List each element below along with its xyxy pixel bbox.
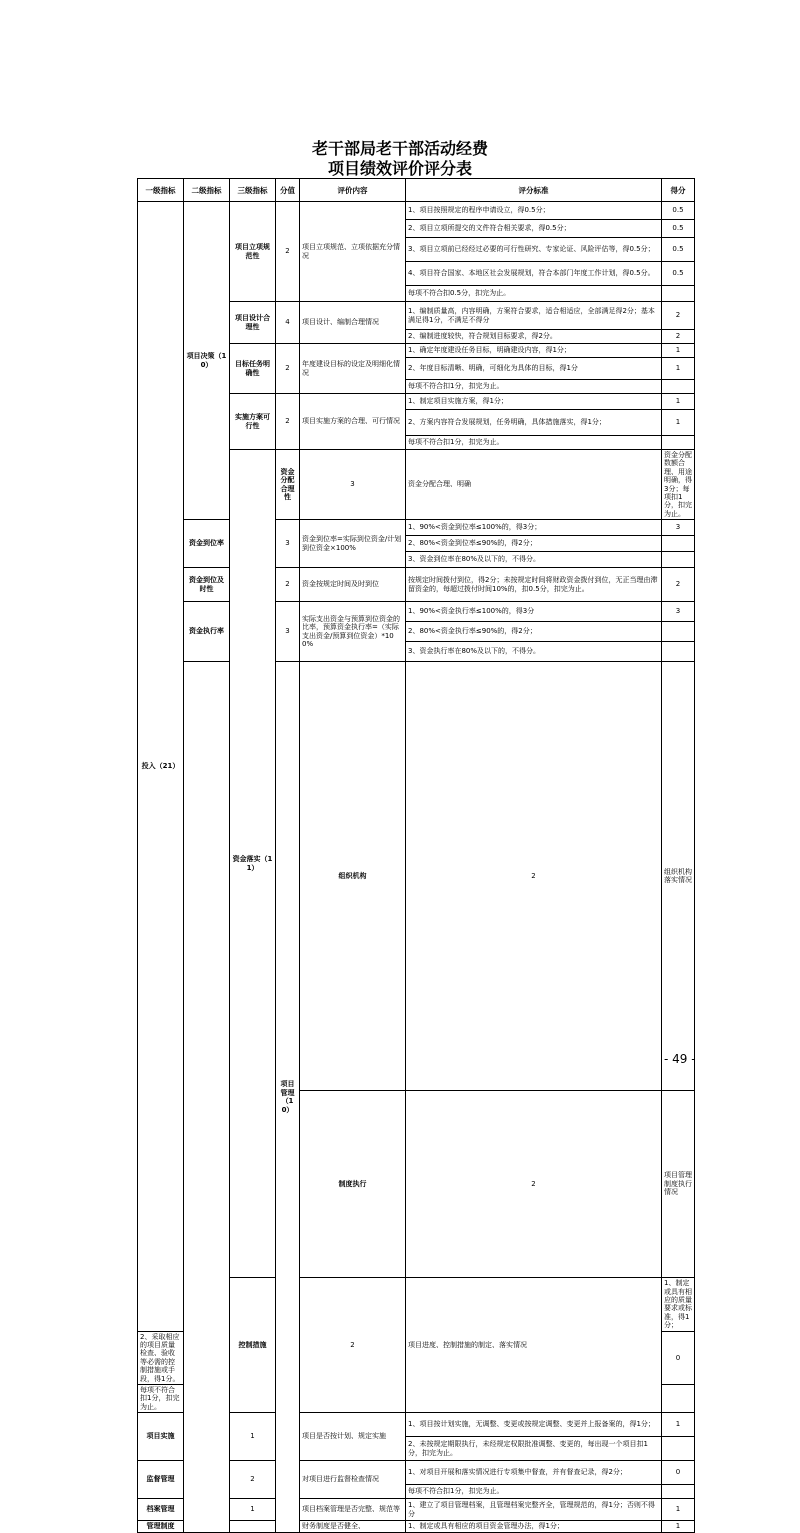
got-cell xyxy=(662,1384,695,1412)
content-jishi: 资金按规定时间及时到位 xyxy=(300,568,406,602)
criteria-item: 1、项目按计划实施，无调整、变更或按规定调整、变更并上报备案的，得1分； xyxy=(406,1413,662,1437)
criteria-item: 3、资金执行率在80%及以下的，不得分。 xyxy=(406,642,662,662)
criteria-item: 2、方案内容符合发展规划，任务明确，具体措施落实，得1分； xyxy=(406,410,662,436)
got-cell xyxy=(662,1485,695,1499)
l1-manage xyxy=(184,662,230,1533)
content-mubiao: 年度建设目标的设定及明细化情况 xyxy=(300,344,406,394)
l2-mgmt: 项目管理（10） xyxy=(276,662,300,1533)
content-daowei: 资金到位率=实际到位资金/计划到位资金×100% xyxy=(300,520,406,568)
got-cell xyxy=(662,1437,695,1461)
score-kongzhi: 2 xyxy=(300,1278,406,1413)
l2-decision: 项目决策（10） xyxy=(184,202,230,520)
criteria-item: 每项不符合扣0.5分，扣完为止。 xyxy=(406,286,662,302)
score-sheji: 4 xyxy=(276,302,300,344)
score-jishi: 2 xyxy=(276,568,300,602)
criteria-item: 2、编制进度较快，符合规划目标要求，得2分。 xyxy=(406,330,662,344)
score-fangan: 2 xyxy=(276,394,300,450)
content-lixiang: 项目立项规范、立项依据充分情况 xyxy=(300,202,406,302)
score-caiwu xyxy=(230,1521,276,1533)
got-cell xyxy=(662,380,695,394)
got-cell: 0.5 xyxy=(662,202,695,220)
got-cell: 0.5 xyxy=(662,262,695,286)
page-number: - 49 - xyxy=(664,1052,696,1066)
got-cell: 2 xyxy=(662,330,695,344)
l3-caiwu: 管理制度 xyxy=(138,1521,184,1533)
got-cell xyxy=(662,552,695,568)
score-mubiao: 2 xyxy=(276,344,300,394)
criteria-item: 按规定时间拨付到位，得2分；未按规定时间将财政资金拨付到位，无正当理由滞留资金的，每超过拨付时间10%的，扣0.5分，扣完为止。 xyxy=(406,568,662,602)
criteria-item: 3、资金到位率在80%及以下的，不得分。 xyxy=(406,552,662,568)
criteria-item: 1、90%<资金到位率≤100%的，得3分； xyxy=(406,520,662,536)
criteria-item: 1、90%<资金执行率≤100%的，得3分 xyxy=(406,602,662,622)
criteria-item: 3、项目立项前已经经过必要的可行性研究、专家论证、风险评估等，得0.5分； xyxy=(406,238,662,262)
criteria-item: 2、80%<资金到位率≤90%的，得2分； xyxy=(406,536,662,552)
criteria-item: 1、制定或具有相应的项目资金管理办法，得1分； xyxy=(406,1521,662,1533)
criteria-item: 1、确定年度建设任务目标，明确建设内容，得1分； xyxy=(406,344,662,358)
score-shishi: 1 xyxy=(230,1413,276,1461)
l3-jiandu: 监督管理 xyxy=(138,1461,184,1499)
got-cell: 3 xyxy=(662,602,695,622)
content-zhixing: 实际支出资金与预算到位资金的比率，预算资金执行率=（实际支出资金/预算到位资金）*100% xyxy=(300,602,406,662)
criteria-item: 1、制定项目实施方案，得1分； xyxy=(406,394,662,410)
score-dangan: 1 xyxy=(230,1499,276,1521)
doc-title: 老干部局老干部活动经费 xyxy=(311,139,488,158)
got-cell: 0 xyxy=(662,1331,695,1384)
header-l3: 三级指标 xyxy=(230,179,276,202)
got-cell: 0 xyxy=(662,1461,695,1485)
criteria-item: 1、编制质量高，内容明确，方案符合要求，适合相适应，全部满足得2分；基本满足得1分，不满足不得分 xyxy=(406,302,662,330)
l1-invest: 投入（21） xyxy=(138,202,184,1332)
l3-zhidu: 制度执行 xyxy=(300,1090,406,1278)
criteria-item: 资金分配数额合理、用途明确，得3分；每项扣1分，扣完为止。 xyxy=(662,450,695,520)
got-cell: 0.5 xyxy=(662,238,695,262)
criteria-item: 4、项目符合国家、本地区社会发展规划，符合本部门年度工作计划，得0.5分。 xyxy=(406,262,662,286)
got-cell: 1 xyxy=(662,358,695,380)
got-cell xyxy=(662,536,695,552)
content-fenpei: 资金分配合理、明确 xyxy=(406,450,662,520)
score-zhidu: 2 xyxy=(406,1090,662,1278)
header-row xyxy=(138,179,695,202)
l3-kongzhi: 控制措施 xyxy=(230,1278,276,1413)
score-jiandu: 2 xyxy=(230,1461,276,1499)
content-caiwu: 财务制度是否健全、 xyxy=(300,1521,406,1533)
header-score: 分值 xyxy=(276,179,300,202)
got-cell: 1 xyxy=(662,1521,695,1533)
criteria-item: 每项不符合扣1分，扣完为止。 xyxy=(138,1384,184,1412)
got-cell xyxy=(662,622,695,642)
l3-dangan: 档案管理 xyxy=(138,1499,184,1521)
header-l1: 一级指标 xyxy=(138,179,184,202)
l3-zhixing: 资金执行率 xyxy=(184,602,230,662)
score-daowei: 3 xyxy=(276,520,300,568)
header-got: 得分 xyxy=(662,179,695,202)
l3-daowei: 资金到位率 xyxy=(184,520,230,568)
got-cell: 2 xyxy=(662,568,695,602)
criteria-item: 2、年度目标清晰、明确，可细化为具体的目标，得1分 xyxy=(406,358,662,380)
criteria-item: 2、80%<资金执行率≤90%的，得2分； xyxy=(406,622,662,642)
content-dangan: 项目档案管理是否完整、规范等 xyxy=(300,1499,406,1521)
got-cell: 0.5 xyxy=(662,220,695,238)
got-cell xyxy=(662,436,695,450)
header-criteria: 评分标准 xyxy=(406,179,662,202)
header-content: 评价内容 xyxy=(300,179,406,202)
l3-zuzhi: 组织机构 xyxy=(300,662,406,1091)
content-shishi: 项目是否按计划、规定实施 xyxy=(300,1413,406,1461)
content-zhidu: 项目管理制度执行情况 xyxy=(662,1090,695,1278)
criteria-item: 1、制定或具有相应的质量要求或标准，得1分； xyxy=(662,1278,695,1331)
got-cell: 2 xyxy=(662,302,695,330)
criteria-item: 2、未按规定期限执行，未经规定权限批准调整、变更的，每出现一个项目扣1分，扣完为止。 xyxy=(406,1437,662,1461)
criteria-item: 2、采取相应的项目质量检查、验收等必需的控制措施或手段，得1分。 xyxy=(138,1331,184,1384)
criteria-item: 每项不符合扣1分，扣完为止。 xyxy=(406,436,662,450)
criteria-item: 每项不符合扣1分，扣完为止。 xyxy=(406,380,662,394)
got-cell: 1 xyxy=(662,1499,695,1521)
got-cell: 1 xyxy=(662,394,695,410)
criteria-item: 2、项目立项所提交的文件符合相关要求，得0.5分； xyxy=(406,220,662,238)
score-lixiang: 2 xyxy=(276,202,300,302)
content-jiandu: 对项目进行监督检查情况 xyxy=(300,1461,406,1499)
l3-mubiao: 目标任务明确性 xyxy=(230,344,276,394)
got-cell xyxy=(662,642,695,662)
content-kongzhi: 项目进度、控制措施的制定、落实情况 xyxy=(406,1278,662,1413)
got-cell: 1 xyxy=(662,344,695,358)
criteria-item: 每项不符合扣1分，扣完为止。 xyxy=(406,1485,662,1499)
content-sheji: 项目设计、编制合理情况 xyxy=(300,302,406,344)
got-cell: 1 xyxy=(662,410,695,436)
got-cell xyxy=(662,286,695,302)
doc-subtitle: 项目绩效评价评分表 xyxy=(327,159,472,178)
score-fenpei: 3 xyxy=(300,450,406,520)
criteria-item: 1、建立了项目管理档案，且管理档案完整齐全，管理规范的，得1分；否则不得分 xyxy=(406,1499,662,1521)
score-zhixing: 3 xyxy=(276,602,300,662)
l3-shishi: 项目实施 xyxy=(138,1413,184,1461)
criteria-item: 1、项目按照规定的程序申请设立，得0.5分； xyxy=(406,202,662,220)
score-zuzhi: 2 xyxy=(406,662,662,1091)
got-cell: 3 xyxy=(662,520,695,536)
content-fangan: 项目实施方案的合理、可行情况 xyxy=(300,394,406,450)
criteria-item: 1、对项目开展和落实情况进行专项集中督查，并有督查记录，得2分； xyxy=(406,1461,662,1485)
l3-fangan: 实施方案可行性 xyxy=(230,394,276,450)
l3-lixiang: 项目立项规范性 xyxy=(230,202,276,302)
l3-sheji: 项目设计合理性 xyxy=(230,302,276,344)
l2-funds: 资金落实（11） xyxy=(230,450,276,1278)
header-l2: 二级指标 xyxy=(184,179,230,202)
l3-fenpei: 资金分配合理性 xyxy=(276,450,300,520)
content-zuzhi: 组织机构落实情况 xyxy=(662,662,695,1091)
l3-jishi: 资金到位及时性 xyxy=(184,568,230,602)
evaluation-table xyxy=(137,178,695,1533)
got-cell: 1 xyxy=(662,1413,695,1437)
